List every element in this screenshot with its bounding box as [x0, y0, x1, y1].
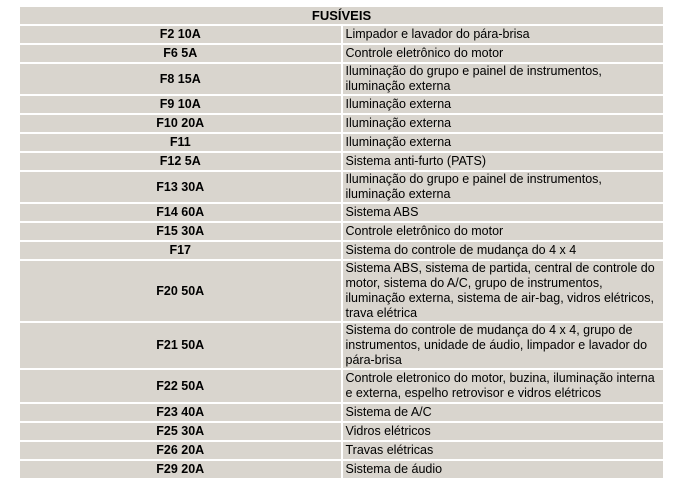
- table-row: [20, 242, 663, 259]
- table-row: [20, 26, 663, 43]
- fuse-description: Iluminação externa: [343, 115, 664, 132]
- table-row: [20, 134, 663, 151]
- fuse-code: F25 30A: [20, 423, 341, 440]
- fuse-description: Controle eletrônico do motor: [343, 45, 664, 62]
- fuse-code: F26 20A: [20, 442, 341, 459]
- fuse-code: F17: [20, 242, 341, 259]
- table-header-row: [20, 7, 663, 24]
- fuse-table: [18, 5, 665, 480]
- table-row: [20, 223, 663, 240]
- table-row: [20, 423, 663, 440]
- fuse-description: Sistema ABS: [343, 204, 664, 221]
- table-body: [20, 26, 663, 478]
- fuse-code: F13 30A: [20, 172, 341, 202]
- fuse-code: F21 50A: [20, 323, 341, 368]
- table-row: [20, 370, 663, 402]
- fuse-code: F10 20A: [20, 115, 341, 132]
- fuse-description: Sistema anti-furto (PATS): [343, 153, 664, 170]
- fuse-description: Sistema de áudio: [343, 461, 664, 478]
- table-row: [20, 404, 663, 421]
- fuse-code: F23 40A: [20, 404, 341, 421]
- fuse-code: F15 30A: [20, 223, 341, 240]
- table-row: [20, 153, 663, 170]
- fuse-code: F11: [20, 134, 341, 151]
- fuse-description: Iluminação do grupo e painel de instrumentos, iluminação externa: [343, 172, 664, 202]
- fuse-description: Iluminação do grupo e painel de instrumentos, iluminação externa: [343, 64, 664, 94]
- fuse-code: F22 50A: [20, 370, 341, 402]
- fuse-description: Travas elétricas: [343, 442, 664, 459]
- fuse-description: Sistema ABS, sistema de partida, central de controle do motor, sistema do A/C, grupo de instrumentos, iluminação externa, sistema de air-bag, vidros elétricos, trava elétrica: [343, 261, 664, 321]
- table-row: [20, 115, 663, 132]
- table-row: [20, 442, 663, 459]
- fuse-description: Iluminação externa: [343, 96, 664, 113]
- fuse-code: F9 10A: [20, 96, 341, 113]
- table-row: [20, 204, 663, 221]
- fuse-description: Limpador e lavador do pára-brisa: [343, 26, 664, 43]
- table-row: [20, 323, 663, 368]
- table-title: FUSÍVEIS: [20, 7, 663, 24]
- fuse-code: F12 5A: [20, 153, 341, 170]
- fuse-description: Iluminação externa: [343, 134, 664, 151]
- fuse-code: F2 10A: [20, 26, 341, 43]
- fuse-code: F8 15A: [20, 64, 341, 94]
- fuse-description: Vidros elétricos: [343, 423, 664, 440]
- table-row: [20, 461, 663, 478]
- fuse-code: F14 60A: [20, 204, 341, 221]
- fuse-description: Controle eletrônico do motor: [343, 223, 664, 240]
- fuse-description: Sistema do controle de mudança do 4 x 4, grupo de instrumentos, unidade de áudio, limpador e lavador do pára-brisa: [343, 323, 664, 368]
- table-row: [20, 45, 663, 62]
- table-row: [20, 64, 663, 94]
- table-row: [20, 172, 663, 202]
- table-row: [20, 261, 663, 321]
- fuse-code: F29 20A: [20, 461, 341, 478]
- fuse-description: Sistema de A/C: [343, 404, 664, 421]
- fuse-code: F6 5A: [20, 45, 341, 62]
- table-row: [20, 96, 663, 113]
- fuse-description: Controle eletronico do motor, buzina, iluminação interna e externa, espelho retrovisor e vidros elétricos: [343, 370, 664, 402]
- fuse-description: Sistema do controle de mudança do 4 x 4: [343, 242, 664, 259]
- fuse-code: F20 50A: [20, 261, 341, 321]
